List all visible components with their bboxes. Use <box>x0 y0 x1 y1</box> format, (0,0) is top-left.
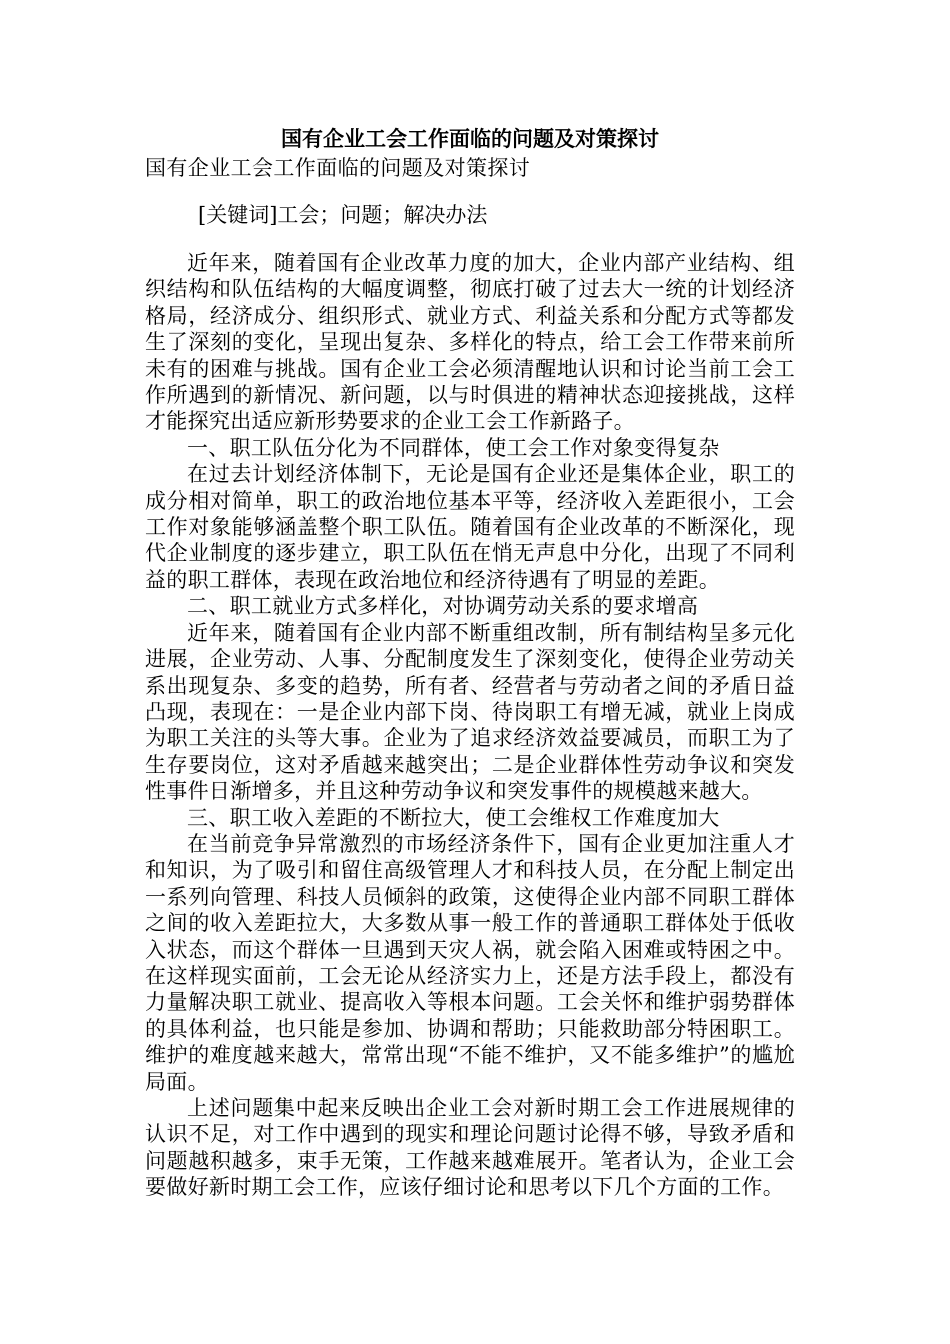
section-body-3: 在当前竞争异常激烈的市场经济条件下，国有企业更加注重人才和知识，为了吸引和留住高级管理人才和科技人员，在分配上制定出一系列向管理、科技人员倾斜的政策，这使得企业内部不同职工群体之间的收入差距拉大，大多数从事一般工作的普通职工群体处于低收入状态，而这个群体一旦遇到天灾人祸，就会陷入困难或特困之中。在这样现实面前，工会无论从经济实力上，还是方法手段上，都没有力量解决职工就业、提高收入等根本问题。工会关怀和维护弱势群体的具体利益，也只能是参加、协调和帮助；只能救助部分特困职工。维护的难度越来越大，常常出现“不能不维护，又不能多维护”的尴尬局面。 <box>145 831 795 1094</box>
section-heading-3: 三、职工收入差距的不断拉大，使工会维权工作难度加大 <box>187 805 720 830</box>
section-heading-1: 一、职工队伍分化为不同群体，使工会工作对象变得复杂 <box>187 435 720 460</box>
keywords-line: [关键词]工会；问题；解决办法 <box>198 203 488 227</box>
document-subtitle: 国有企业工会工作面临的问题及对策探讨 <box>145 156 531 180</box>
section-body-2: 近年来，随着国有企业内部不断重组改制，所有制结构呈多元化进展，企业劳动、人事、分配制度发生了深刻变化，使得企业劳动关系出现复杂、多变的趋势，所有者、经营者与劳动者之间的矛盾日益凸现，表现在：一是企业内部下岗、待岗职工有增无减，就业上岗成为职工关注的头等大事。企业为了追求经济效益要减员，而职工为了生存要岗位，这对矛盾越来越突出；二是企业群体性劳动争议和突发性事件日渐增多，并且这种劳动争议和突发事件的规模越来越大。 <box>145 620 795 804</box>
document-body <box>145 250 795 1201</box>
section-heading-2: 二、职工就业方式多样化，对协调劳动关系的要求增高 <box>187 594 699 619</box>
section-body-1: 在过去计划经济体制下，无论是国有企业还是集体企业，职工的成分相对简单，职工的政治地位基本平等，经济收入差距很小，工会工作对象能够涵盖整个职工队伍。随着国有企业改革的不断深化，现代企业制度的逐步建立，职工队伍在悄无声息中分化，出现了不同利益的职工群体，表现在政治地位和经济待遇有了明显的差距。 <box>145 462 795 592</box>
conclusion-paragraph: 上述问题集中起来反映出企业工会对新时期工会工作进展规律的认识不足，对工作中遇到的现实和理论问题讨论得不够，导致矛盾和问题越积越多，束手无策，工作越来越难展开。笔者认为，企业工会要做好新时期工会工作，应该仔细讨论和思考以下几个方面的工作。 <box>145 1096 795 1200</box>
intro-paragraph: 近年来，随着国有企业改革力度的加大，企业内部产业结构、组织结构和队伍结构的大幅度调整，彻底打破了过去大一统的计划经济格局，经济成分、组织形式、就业方式、利益关系和分配方式等都发生了深刻的变化，呈现出复杂、多样化的特点，给工会工作带来前所未有的困难与挑战。国有企业工会必须清醒地认识和讨论当前工会工作所遇到的新情况、新问题，以与时俱进的精神状态迎接挑战，这样才能探究出适应新形势要求的企业工会工作新路子。 <box>145 251 795 434</box>
document-title: 国有企业工会工作面临的问题及对策探讨 <box>281 127 659 151</box>
